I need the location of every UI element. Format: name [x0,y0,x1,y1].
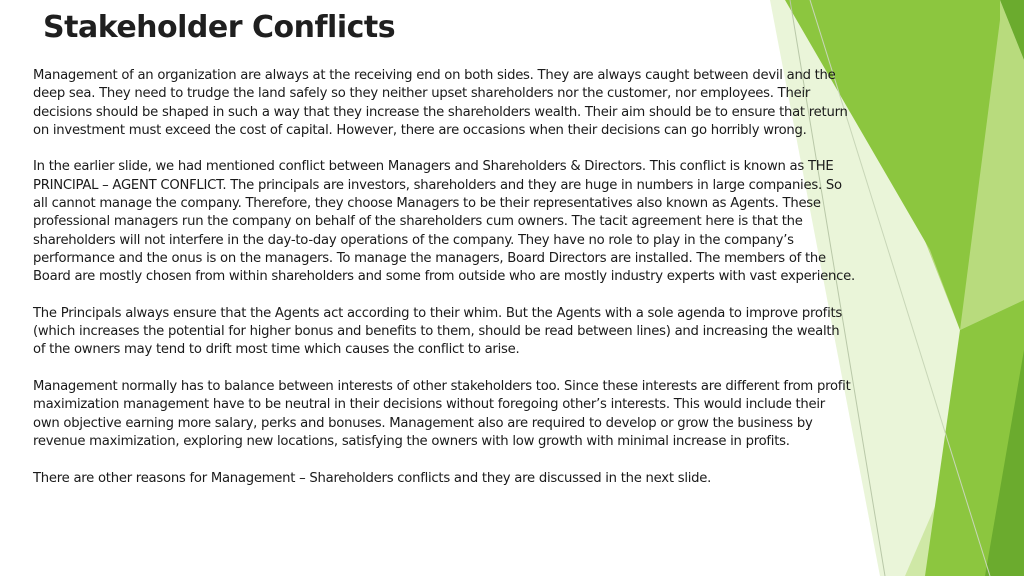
slide-body [33,67,855,488]
paragraph-5: There are other reasons for Management – Shareholders conflicts and they are discussed in the next slide. [33,470,712,486]
slide-title: Stakeholder Conflicts [43,10,396,45]
paragraph-1: Management of an organization are always at the receiving end on both sides. They are always caught between devil and the deep sea. They need to trudge the land safely so they neither upset shareholders nor the customer, nor employees. Their decisions should be shaped in such a way that they increase the shareholders wealth. Their aim should be to ensure that return on investment must exceed the cost of capital. However, there are occasions when their decisions can go horribly wrong. [33,68,848,138]
paragraph-4: Management normally has to balance between interests of other stakeholders too. Since these interests are different from profit maximization management have to be neutral in their decisions without foregoing other’s interests. This would include their own objective earning more salary, perks and bonuses. Management also are required to develop or grow the business by revenue maximization, exploring new locations, satisfying the owners with low growth with minimal increase in profits. [33,379,851,449]
paragraph-3: The Principals always ensure that the Agents act according to their whim. But the Agents with a sole agenda to improve profits (which increases the potential for higher bonus and benefits to them, should be read between lines) and increasing the wealth of the owners may tend to drift most time which causes the conflict to arise. [33,305,843,358]
paragraph-2: In the earlier slide, we had mentioned conflict between Managers and Shareholders & Directors. This conflict is known as THE PRINCIPAL – AGENT CONFLICT. The principals are investors, shareholders and they are huge in numbers in large companies. So all cannot manage the company. Therefore, they choose Managers to be their representatives also known as Agents. These professional managers run the company on behalf of the shareholders cum owners. The tacit agreement here is that the shareholders will not interfere in the day-to-day operations of the company. They have no role to play in the company’s performance and the onus is on the managers. To manage the managers, Board Directors are installed. The members of the Board are mostly chosen from within shareholders and some from outside who are mostly industry experts with vast experience. [33,159,855,285]
